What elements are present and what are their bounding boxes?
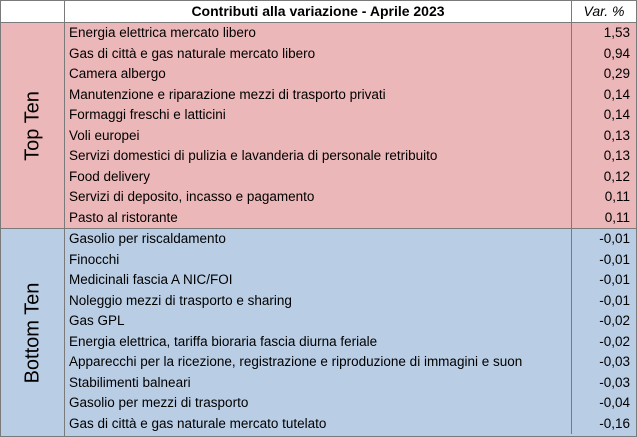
- table-row: [65, 311, 636, 332]
- item-label: Energia elettrica mercato libero: [69, 25, 256, 40]
- item-label: Pasto al ristorante: [69, 209, 178, 225]
- item-label: Energia elettrica, tariffa bioraria fascia diurna feriale: [69, 333, 378, 349]
- top-ten-rows: [65, 23, 636, 228]
- item-label: Gasolio per mezzi di trasporto: [69, 395, 249, 410]
- item-value: 0,94: [571, 44, 636, 65]
- item-value: 0,11: [571, 208, 636, 229]
- item-value: -0,04: [571, 393, 636, 414]
- table-row: [65, 146, 636, 167]
- table-row: [65, 105, 636, 126]
- table-row: [65, 229, 636, 250]
- item-value: -0,01: [571, 291, 636, 312]
- table-row: [65, 373, 636, 394]
- item-value: 0,29: [571, 64, 636, 85]
- item-value: -0,16: [571, 414, 636, 435]
- item-value: -0,02: [571, 311, 636, 332]
- table-header: [1, 1, 636, 23]
- item-value: -0,01: [571, 270, 636, 291]
- item-label: Gasolio per riscaldamento: [69, 231, 226, 246]
- table-row: [65, 250, 636, 271]
- group-label-cell: [1, 23, 65, 228]
- item-label: Finocchi: [69, 251, 120, 267]
- item-value: -0,03: [571, 373, 636, 394]
- item-label: Servizi di deposito, incasso e pagamento: [69, 189, 315, 204]
- table-row: [65, 23, 636, 44]
- item-value: -0,01: [571, 229, 636, 250]
- item-label: Stabilimenti balneari: [69, 374, 191, 390]
- item-label: Servizi domestici di pulizia e lavanderia di personale retribuito: [69, 148, 438, 163]
- item-label: Gas di città e gas naturale mercato tutelato: [69, 415, 327, 431]
- item-label: Gas GPL: [69, 313, 125, 328]
- table-row: [65, 167, 636, 188]
- item-label: Apparecchi per la ricezione, registrazione e riproduzione di immagini e suon: [69, 354, 523, 369]
- top-ten-label: Top Ten: [21, 90, 43, 161]
- value-column-header: Var. %: [571, 1, 636, 22]
- item-value: -0,02: [571, 332, 636, 353]
- table-row: [65, 126, 636, 147]
- item-value: -0,01: [571, 250, 636, 271]
- item-value: 0,11: [571, 187, 636, 208]
- item-label: Noleggio mezzi di trasporto e sharing: [69, 292, 292, 308]
- item-value: 1,53: [571, 23, 636, 44]
- item-label: Medicinali fascia A NIC/FOI: [69, 272, 233, 287]
- item-value: 0,13: [571, 146, 636, 167]
- item-value: -0,03: [571, 352, 636, 373]
- table-title: Contributi alla variazione - Aprile 2023: [191, 3, 445, 19]
- item-label: Gas di città e gas naturale mercato libero: [69, 45, 316, 61]
- bottom-ten-rows: [65, 229, 636, 434]
- item-value: 0,13: [571, 126, 636, 147]
- header-blank-cell: [1, 1, 65, 22]
- table-row: [65, 393, 636, 414]
- table-row: [65, 187, 636, 208]
- bottom-ten-label: Bottom Ten: [21, 282, 43, 383]
- item-value: 0,14: [571, 85, 636, 106]
- item-label: Food delivery: [69, 168, 151, 184]
- group-label-cell: [1, 229, 65, 436]
- table-row: [65, 44, 636, 65]
- table-row: [65, 291, 636, 312]
- table-row: [65, 352, 636, 373]
- table-row: [65, 64, 636, 85]
- item-label: Manutenzione e riparazione mezzi di trasporto privati: [69, 86, 386, 102]
- top-ten-group: [1, 23, 636, 229]
- item-value: 0,14: [571, 105, 636, 126]
- bottom-ten-group: [1, 229, 636, 436]
- table-row: [65, 270, 636, 291]
- table-row: [65, 85, 636, 106]
- table-row: [65, 332, 636, 353]
- item-label: Voli europei: [69, 127, 140, 143]
- table-row: [65, 414, 636, 435]
- item-label: Camera albergo: [69, 66, 166, 81]
- table-row: [65, 208, 636, 229]
- item-label: Formaggi freschi e latticini: [69, 107, 226, 122]
- item-value: 0,12: [571, 167, 636, 188]
